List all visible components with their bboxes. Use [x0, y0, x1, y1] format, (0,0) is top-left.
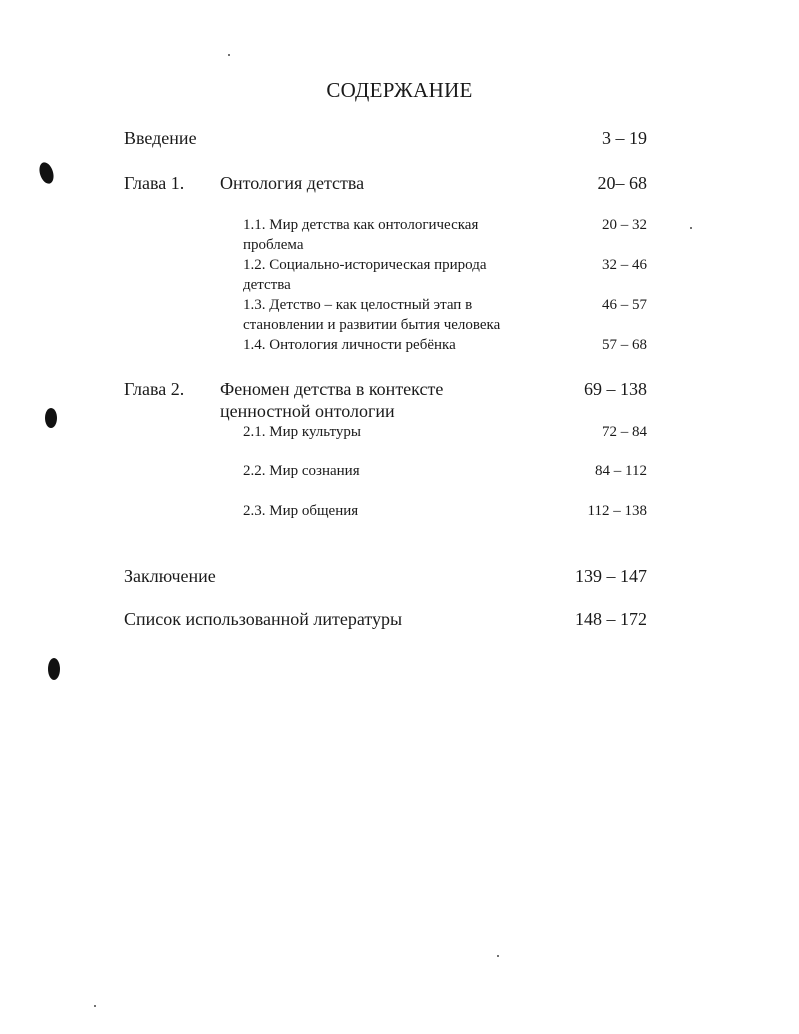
- intro-pages: 3 – 19: [602, 128, 647, 148]
- chapter1-pages: 20– 68: [597, 173, 647, 193]
- chapter2-number: Глава 2.: [124, 379, 185, 399]
- section-1-4-pages: 57 – 68: [602, 337, 647, 353]
- section-1-1-line2: проблема: [243, 237, 304, 253]
- bibliography-label: Список использованной литературы: [124, 609, 403, 629]
- chapter2-title-line2: ценностной онтологии: [220, 401, 395, 421]
- section-2-3-pages: 112 – 138: [587, 503, 647, 519]
- section-1-3-line2: становлении и развитии бытия человека: [243, 317, 501, 333]
- section-1-3-pages: 46 – 57: [602, 297, 647, 313]
- section-1-2-pages: 32 – 46: [602, 257, 647, 273]
- section-2-2-pages: 84 – 112: [595, 463, 647, 479]
- section-2-1-pages: 72 – 84: [602, 424, 647, 440]
- bibliography-pages: 148 – 172: [575, 609, 647, 629]
- scan-speck: [497, 955, 499, 957]
- conclusion-pages: 139 – 147: [575, 566, 647, 586]
- section-2-1-label: 2.1. Мир культуры: [243, 424, 361, 440]
- section-2-2-label: 2.2. Мир сознания: [243, 463, 360, 479]
- conclusion-label: Заключение: [124, 566, 216, 586]
- scan-speck: [94, 1005, 96, 1007]
- chapter1-number: Глава 1.: [124, 173, 185, 193]
- intro-label: Введение: [124, 128, 197, 148]
- scan-mark: [37, 161, 56, 186]
- section-1-3-line1: 1.3. Детство – как целостный этап в: [243, 297, 473, 313]
- section-1-2-line1: 1.2. Социально-историческая природа: [243, 257, 487, 273]
- section-1-1-line1: 1.1. Мир детства как онтологическая: [243, 217, 479, 233]
- chapter1-title: Онтология детства: [220, 173, 365, 193]
- section-2-3-label: 2.3. Мир общения: [243, 503, 359, 519]
- section-1-1-pages: 20 – 32: [602, 217, 647, 233]
- chapter2-title-line1: Феномен детства в контексте: [220, 379, 444, 399]
- scan-speck: [690, 227, 692, 229]
- scan-speck: [228, 54, 230, 56]
- scan-mark: [45, 408, 57, 428]
- scan-mark: [48, 658, 60, 680]
- section-1-2-line2: детства: [243, 277, 291, 293]
- page-title: СОДЕРЖАНИЕ: [326, 78, 473, 102]
- chapter2-pages: 69 – 138: [584, 379, 647, 399]
- section-1-4-label: 1.4. Онтология личности ребёнка: [243, 337, 456, 353]
